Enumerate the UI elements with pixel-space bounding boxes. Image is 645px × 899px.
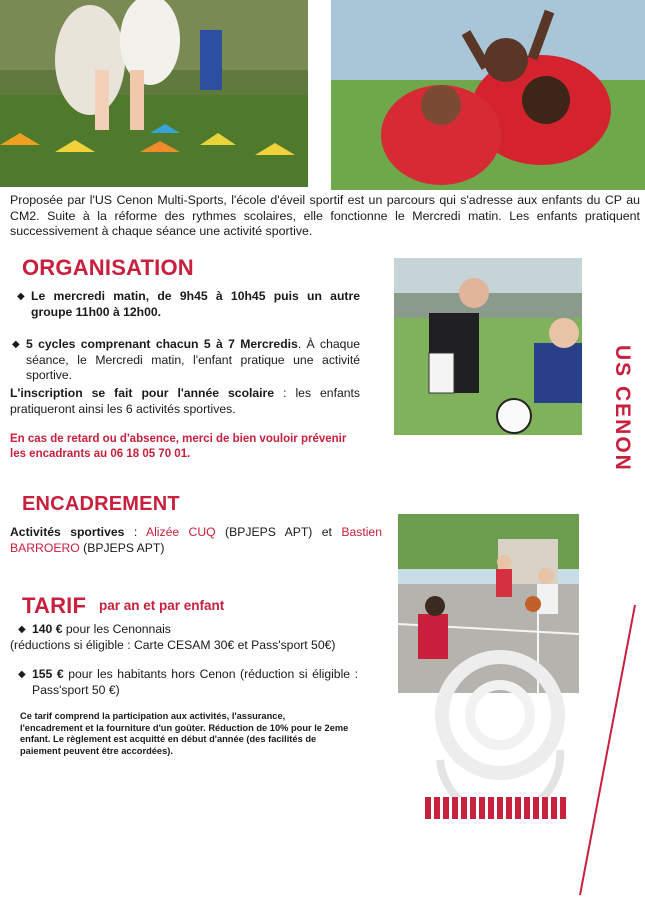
encadrement-paragraph: Activités sportives : Alizée CUQ (BPJEPS APT) et Bastien BARROERO (BPJEPS APT) [10, 525, 382, 555]
organisation-bullet-schedule [17, 289, 360, 320]
bullet-icon: ◆ [17, 291, 25, 302]
bullet-icon: ◆ [12, 339, 20, 350]
intro-paragraph: Proposée par l'US Cenon Multi-Sports, l'école d'éveil sportif est un parcours qui s'adresse aux enfants du CP au CM2. Suite à la réforme des rythmes scolaires, elle fonctionne le Mercredi matin. Les enfants pratiquent successivement à chaque séance une activité sportive. [10, 193, 640, 238]
section-title-encadrement: ENCADREMENT [22, 493, 180, 515]
photo-kids-training-cones [0, 0, 308, 187]
price-hors-cenon-text: 155 € pour les habitants hors Cenon (réduction si éligible : Pass'sport 50 €) [32, 667, 359, 697]
decorative-arcs [430, 600, 645, 899]
section-title-tarif: TARIF [22, 593, 87, 618]
bullet-icon: ◆ [18, 624, 26, 635]
photo-children-celebrating [331, 0, 645, 190]
absence-notice: En cas de retard ou d'absence, merci de bien vouloir prévenir les encadrants au 06 18 05 70 01. [10, 433, 347, 460]
decorative-stripes [425, 797, 570, 819]
tarif-bullet-hors-cenon [18, 667, 358, 698]
tarif-subtitle: par an et par enfant [99, 598, 225, 613]
inscription-paragraph: L'inscription se fait pour l'année scolaire : les enfants pratiqueront ainsi les 6 activités sportives. [10, 386, 361, 416]
tarif-fine-print: Ce tarif comprend la participation aux activités, l'assurance, l'encadrement et la fourniture d'un goûter. Réduction de 10% pour le 2eme enfant. Le règlement est acquitté en début d'année (des facilités de paiement peuvent être accordées). [20, 711, 349, 756]
brand-vertical-label: US CENON [611, 345, 634, 472]
coach-name: Bastien BARROERO [10, 525, 382, 555]
price-cenonnais-text: 140 € pour les Cenonnais [32, 622, 171, 636]
coach-name: Alizée CUQ [145, 525, 216, 539]
cycles-text: 5 cycles comprenant chacun 5 à 7 Mercredis. À chaque séance, le Mercredi matin, l'enfant pratique une activité sportive. [26, 337, 361, 382]
tarif-bullet-cenonnais [18, 622, 358, 638]
photo-coach-with-kids [394, 258, 582, 435]
schedule-text: Le mercredi matin, de 9h45 à 10h45 puis un autre groupe 11h00 à 12h00. [31, 289, 360, 319]
bullet-icon: ◆ [18, 669, 26, 680]
price-cenonnais-note: (réductions si éligible : Carte CESAM 30€ et Pass'sport 50€) [10, 638, 336, 652]
section-title-organisation: ORGANISATION [22, 255, 194, 280]
organisation-bullet-cycles [12, 337, 360, 384]
